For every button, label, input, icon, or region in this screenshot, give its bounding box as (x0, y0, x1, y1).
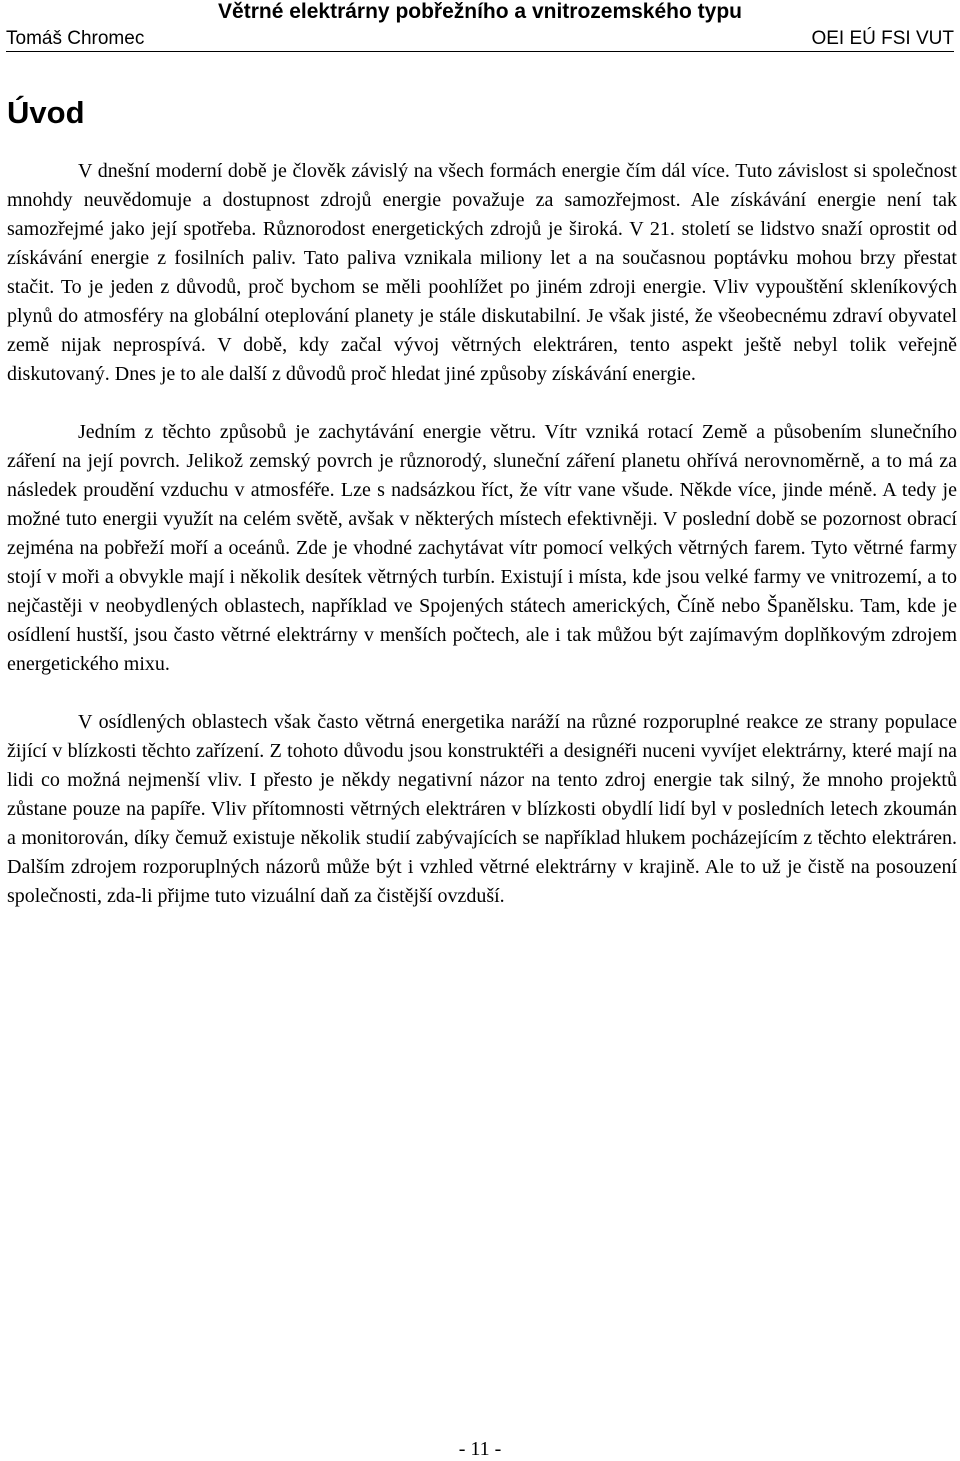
section-body (7, 157, 957, 940)
page-number: - 11 - (458, 1438, 502, 1460)
header-author: Tomáš Chromec (6, 28, 145, 49)
running-header (6, 27, 954, 52)
paragraph: V osídlených oblastech však často větrná energetika naráží na různé rozporuplné reakce ze strany populace žijící v blízkosti těchto zařízení. Z tohoto důvodu jsou konstruktéři a designéři nuceni vyvíjet elektrárny, které mají na lidi co možná nejmenší vliv. I přesto je někdy negativní názor na tento zdroj energie tak silný, že mnoho projektů zůstane pouze na papíře. Vliv přítomnosti větrných elektráren v blízkosti obydlí lidí byl v posledních letech zkoumán a monitorován, díky čemuž existuje několik studií zabývajících se například hlukem pocházejícím z těchto elektráren. Dalším zdrojem rozporuplných názorů může být i vzhled větrné elektrárny v krajině. Ale to už je čistě na posouzení společnosti, zda-li přijme tuto vizuální daň za čistější ovzduší. (7, 711, 957, 907)
header-institution: OEI EÚ FSI VUT (811, 28, 954, 49)
running-header-title: Větrné elektrárny pobřežního a vnitrozemského typu (218, 0, 742, 23)
section-heading: Úvod (7, 95, 85, 130)
paragraph: V dnešní moderní době je člověk závislý na všech formách energie čím dál více. Tuto závislost si společnost mnohdy neuvědomuje a dostupnost zdrojů energie považuje za samozřejmost. Ale získávání energie není tak samozřejmé jako její spotřeba. Různorodost energetických zdrojů je široká. V 21. století se lidstvo snaží oprostit od získávání energie z fosilních paliv. Tato paliva vznikala miliony let a na současnou poptávku mohou brzy přestat stačit. To je jeden z důvodů, proč bychom se měli poohlížet po jiném zdroji energie. Vliv vypouštění skleníkových plynů do atmosféry na globální oteplování planety je stále diskutabilní. Je však jisté, že všeobecnému zdraví obyvatel země nijak neprospívá. V době, kdy začal vývoj větrných elektráren, tento aspekt ještě nebyl tolik veřejně diskutovaný. Dnes je to ale další z důvodů proč hledat jiné způsoby získávání energie. (7, 160, 957, 385)
paragraph: Jedním z těchto způsobů je zachytávání energie větru. Vítr vzniká rotací Země a působením slunečního záření na její povrch. Jelikož zemský povrch je různorodý, sluneční záření planetu ohřívá nerovnoměrně, a to má za následek proudění vzduchu v atmosféře. Lze s nadsázkou říct, že vítr vane všude. Někde více, jinde méně. A tedy je možné tuto energii využít na celém světě, avšak v některých místech efektivněji. V poslední době se pozornost obrací zejména na pobřeží moří a oceánů. Zde je vhodné zachytávat vítr pomocí velkých větrných farem. Tyto větrné farmy stojí v moři a obvykle mají i několik desítek větrných turbín. Existují i místa, kde jsou velké farmy ve vnitrozemí, a to nejčastěji v neobydlených oblastech, například ve Spojených státech amerických, Číně nebo Španělsku. Tam, kde je osídlení hustší, jsou často větrné elektrárny v menších počtech, ale i tak můžou být zajímavým doplňkovým zdrojem energetického mixu. (7, 421, 957, 675)
